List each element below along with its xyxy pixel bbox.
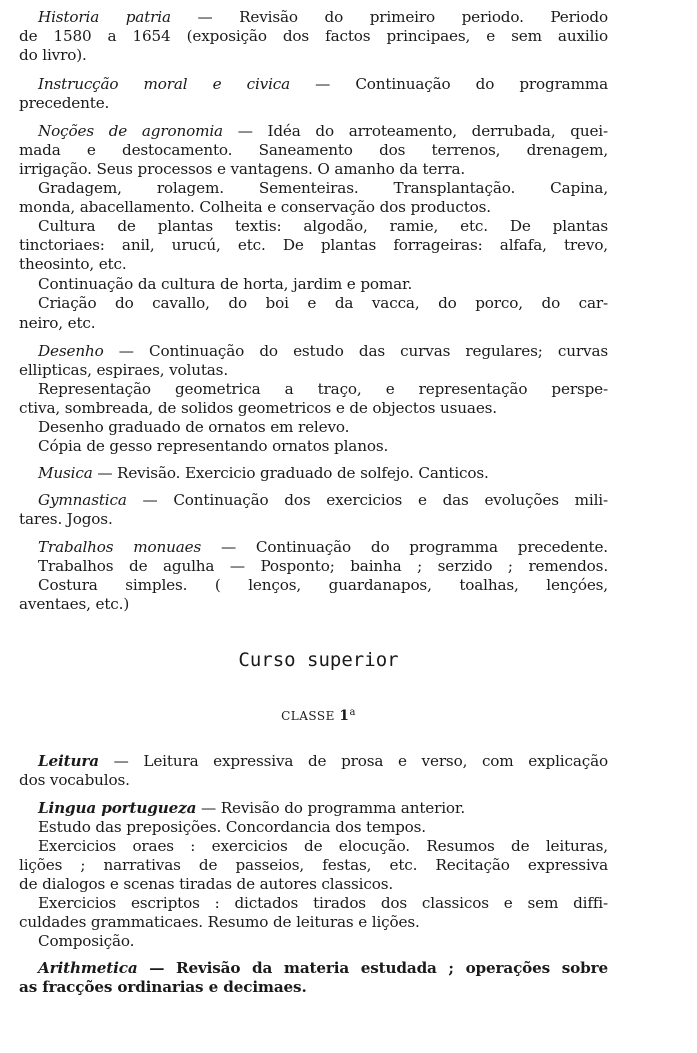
agronomia-line-6: Cultura de plantas textis: algodão, ramie, etc. De plantas (38, 217, 608, 235)
section-heading-leitura: Leitura (38, 752, 99, 770)
lingua-line-6: Exercicios escriptos : dictados tirados dos classicos e sem diffi- (38, 894, 608, 912)
trabalhos-line-2: Trabalhos de agulha — Posponto; bainha ; serzido ; remendos. (38, 557, 608, 575)
section-heading-trabalhos: Trabalhos monuaes (38, 538, 202, 556)
class-heading (0, 704, 667, 725)
section-heading-arithmetica: Arithmetica (38, 959, 138, 977)
section-heading-musica: Musica (38, 464, 93, 482)
lingua-line-7: culdades grammaticaes. Resumo de leituras e lições. (19, 913, 420, 931)
lingua-line-1: Lingua portugueza — Revisão do programma anterior. (38, 799, 466, 817)
agronomia-line-4: Gradagem, rolagem. Sementeiras. Transplantação. Capina, (38, 179, 608, 197)
agronomia-line-7: tinctoriaes: anil, urucú, etc. De plantas forrageiras: alfafa, trevo, (19, 236, 608, 254)
lingua-line-5: de dialogos e scenas tiradas de autores classicos. (19, 875, 394, 893)
agronomia-line-8: theosinto, etc. (19, 255, 127, 273)
lingua-line-2: Estudo das preposições. Concordancia dos tempos. (38, 818, 426, 836)
historia-line-1: Historia patria — Revisão do primeiro periodo. Periodo (38, 8, 608, 26)
trabalhos-line-4: aventaes, etc.) (19, 595, 130, 613)
agronomia-line-11: neiro, etc. (19, 314, 96, 332)
agronomia-line-10: Criação do cavallo, do boi e da vacca, do porco, do car- (38, 294, 608, 312)
class-label: CLASSE (281, 709, 335, 723)
agronomia-line-1: Noções de agronomia — Idéa do arroteamento, derrubada, quei- (38, 122, 608, 140)
class-ordinal: a (349, 707, 356, 718)
instruccao-line-2: precedente. (19, 94, 110, 112)
section-heading-gymnastica: Gymnastica (38, 491, 127, 509)
desenho-line-1: Desenho — Continuação do estudo das curvas regulares; curvas (38, 342, 608, 360)
class-number: 1 (339, 708, 350, 724)
agronomia-line-2: mada e destocamento. Saneamento dos terrenos, drenagem, (19, 141, 608, 159)
section-heading-agronomia: Noções de agronomia (38, 122, 223, 140)
course-title: Curso superior (238, 649, 399, 671)
section-heading-historia: Historia patria (38, 8, 171, 26)
section-heading-lingua: Lingua portugueza (38, 799, 197, 817)
section-heading-desenho: Desenho (38, 342, 104, 360)
leitura-line-1: Leitura — Leitura expressiva de prosa e verso, com explicação (38, 752, 608, 770)
instruccao-line-1: Instrucção moral e civica — Continuação do programma (38, 75, 608, 93)
desenho-line-6: Cópia de gesso representando ornatos planos. (38, 437, 389, 455)
arithmetica-line-1: Arithmetica — Revisão da materia estudada ; operações sobre (38, 959, 608, 977)
section-heading-instruccao: Instrucção moral e civica (38, 75, 291, 93)
trabalhos-line-3: Costura simples. ( lenços, guardanapos, toalhas, lençóes, (38, 576, 608, 594)
desenho-line-4: ctiva, sombreada, de solidos geometricos e de objectos usuaes. (19, 399, 497, 417)
historia-line-2: de 1580 a 1654 (exposição dos factos principaes, e sem auxilio (19, 27, 608, 45)
gymnastica-line-2: tares. Jogos. (19, 510, 113, 528)
leitura-line-2: dos vocabulos. (19, 771, 130, 789)
gymnastica-line-1: Gymnastica — Continuação dos exercicios e das evoluções mili- (38, 491, 608, 509)
desenho-line-2: ellipticas, espiraes, volutas. (19, 361, 229, 379)
desenho-line-5: Desenho graduado de ornatos em relevo. (38, 418, 350, 436)
lingua-line-8: Composição. (38, 932, 135, 950)
agronomia-line-5: monda, abacellamento. Colheita e conservação dos productos. (19, 198, 491, 216)
lingua-line-4: lições ; narrativas de passeios, festas, etc. Recitação expressiva (19, 856, 608, 874)
arithmetica-line-2: as fracções ordinarias e decimaes. (19, 978, 307, 996)
agronomia-line-9: Continuação da cultura de horta, jardim e pomar. (38, 275, 413, 293)
trabalhos-line-1: Trabalhos monuaes — Continuação do programma precedente. (38, 538, 608, 556)
lingua-line-3: Exercicios oraes : exercicios de elocução. Resumos de leituras, (38, 837, 608, 855)
musica-line-1: Musica — Revisão. Exercicio graduado de solfejo. Canticos. (38, 464, 489, 482)
desenho-line-3: Representação geometrica a traço, e representação perspe- (38, 380, 608, 398)
agronomia-line-3: irrigação. Seus processos e vantagens. O amanho da terra. (19, 160, 466, 178)
historia-line-3: do livro). (19, 46, 87, 64)
